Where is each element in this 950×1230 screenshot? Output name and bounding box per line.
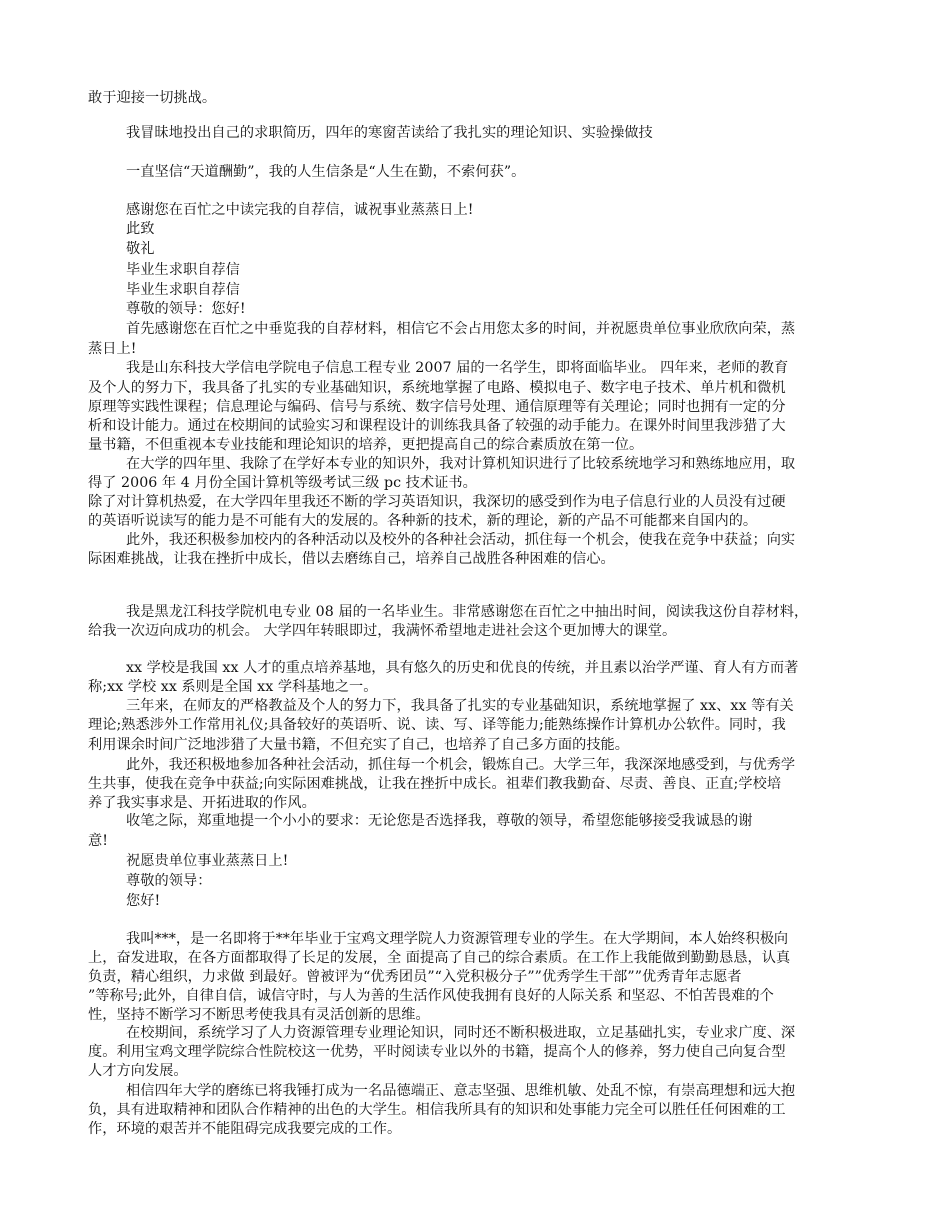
text-line: 养了我实事求是、开拓进取的作风。 bbox=[88, 795, 316, 811]
text-line: 收笔之际，郑重地提一个小小的要求：无论您是否选择我，尊敬的领导，希望您能够接受我诚恳的谢 bbox=[126, 813, 753, 829]
text-line: 我是黑龙江科技学院机电专业 08 届的一名毕业生。非常感谢您在百忙之中抽出时间，阅读我这份自荐材料， bbox=[126, 604, 809, 620]
text-line: ”等称号;此外，自律自信，诚信守时，与人为善的生活作风使我拥有良好的人际关系 和坚忍、不怕苦畏难的个 bbox=[88, 988, 774, 1004]
text-line: 我冒昧地投出自己的求职简历，四年的寒窗苦读给了我扎实的理论知识、实验操做技 bbox=[126, 125, 653, 141]
text-line: 敬礼 bbox=[126, 241, 155, 257]
text-line: 此外，我还积极地参加各种社会活动，抓住每一个机会，锻炼自己。大学三年，我深深地感受到，与优秀学 bbox=[126, 757, 796, 773]
text-line: 称;xx 学校 xx 系则是全国 xx 学科基地之一。 bbox=[88, 679, 378, 695]
text-line: 负，具有进取精神和团队合作精神的出色的大学生。相信我所具有的知识和处事能力完全可以胜任任何困难的工 bbox=[88, 1102, 786, 1118]
text-line: 际困难挑战，让我在挫折中成长，借以去磨练自己，培养自己战胜各种困难的信心。 bbox=[88, 551, 615, 567]
text-line: 在大学的四年里、我除了在学好本专业的知识外，我对计算机知识进行了比较系统地学习和熟练地应用，取 bbox=[126, 456, 796, 472]
text-line: 度。利用宝鸡文理学院综合性院校这一优势，平时阅读专业以外的书籍，提高个人的修养，努力使自己向复合型 bbox=[88, 1044, 786, 1060]
text-line: 尊敬的领导：您好! bbox=[126, 301, 246, 317]
text-line: 的英语听说读写的能力是不可能有大的发展的。各种新的技术，新的理论，新的产品不可能都来自国内的。 bbox=[88, 513, 758, 529]
text-line: 一直坚信“天道酬勤”，我的人生信条是“人生在勤，不索何获”。 bbox=[126, 164, 526, 180]
text-line: 祝愿贵单位事业蒸蒸日上! bbox=[126, 853, 289, 869]
text-line: 首先感谢您在百忙之中垂览我的自荐材料，相信它不会占用您太多的时间，并祝愿贵单位事业欣欣向荣，蒸 bbox=[126, 321, 796, 337]
text-line: 负责，精心组织，力求做 到最好。曾被评为“优秀团员”“入党积极分子””优秀学生干部””优秀青年志愿者 bbox=[88, 969, 742, 985]
text-line: 作，环境的艰苦并不能阻碍完成我要完成的工作。 bbox=[88, 1121, 402, 1137]
text-line: 毕业生求职自荐信 bbox=[126, 282, 240, 298]
text-line: 感谢您在百忙之中读完我的自荐信，诚祝事业蒸蒸日上! bbox=[126, 202, 474, 218]
text-line: 相信四年大学的磨练已将我锤打成为一名品德端正、意志坚强、思维机敏、处乱不惊，有崇高理想和远大抱 bbox=[126, 1083, 796, 1099]
text-line: 理论;熟悉涉外工作常用礼仪;具备较好的英语听、说、读、写、译等能力;能熟练操作计算机办公软件。同时，我 bbox=[88, 717, 786, 733]
text-line: 性，坚持不断学习不断思考使我具有灵活创新的思维。 bbox=[88, 1007, 430, 1023]
text-line: 除了对计算机热爱，在大学四年里我还不断的学习英语知识，我深切的感受到作为电子信息行业的人员没有过硬 bbox=[88, 494, 786, 510]
text-line: 您好! bbox=[126, 893, 161, 909]
text-line: 得了 2006 年 4 月份全国计算机等级考试三级 pc 技术证书。 bbox=[88, 475, 477, 491]
text-line: 在校期间，系统学习了人力资源管理专业理论知识，同时还不断积极进取，立足基础扎实，专业求广度、深 bbox=[126, 1025, 796, 1041]
text-line: 量书籍，不但重视本专业技能和理论知识的培养，更把提高自己的综合素质放在第一位。 bbox=[88, 437, 644, 453]
text-line: 毕业生求职自荐信 bbox=[126, 262, 240, 278]
text-line: 析和设计能力。通过在校期间的试验实习和课程设计的训练我具备了较强的动手能力。在课外时间里我涉猎了大 bbox=[88, 418, 786, 434]
text-line: 尊敬的领导： bbox=[126, 873, 212, 889]
text-line: 意! bbox=[88, 833, 108, 849]
text-line: 人才方向发展。 bbox=[88, 1063, 188, 1079]
text-line: 利用课余时间广泛地涉猎了大量书籍，不但充实了自己，也培养了自己多方面的技能。 bbox=[88, 737, 630, 753]
text-line: 此外，我还积极参加校内的各种活动以及校外的各种社会活动，抓住每一个机会，使我在竞争中获益；向实 bbox=[126, 532, 796, 548]
text-line: 原理等实践性课程；信息理论与编码、信号与系统、数字信号处理、通信原理等有关理论；同时也拥有一定的分 bbox=[88, 399, 786, 415]
text-line: 蒸日上! bbox=[88, 341, 137, 357]
text-line: 敢于迎接一切挑战。 bbox=[88, 90, 217, 106]
text-line: 此致 bbox=[126, 221, 155, 237]
text-line: 及个人的努力下，我具备了扎实的专业基础知识，系统地掌握了电路、模拟电子、数字电子技术、单片机和微机 bbox=[88, 380, 786, 396]
text-line: 三年来，在师友的严格教益及个人的努力下，我具备了扎实的专业基础知识，系统地掌握了 xx、xx 等有关 bbox=[126, 698, 794, 714]
text-line: xx 学校是我国 xx 人才的重点培养基地，具有悠久的历史和优良的传统，并且素以治学严谨、育人有方而著 bbox=[126, 660, 799, 676]
text-line: 给我一次迈向成功的机会。 大学四年转眼即过，我满怀希望地走进社会这个更加博大的课堂。 bbox=[88, 623, 677, 639]
text-line: 生共事，使我在竞争中获益;向实际困难挑战，让我在挫折中成长。祖辈们教我勤奋、尽责、善良、正直;学校培 bbox=[88, 776, 782, 792]
text-line: 我是山东科技大学信电学院电子信息工程专业 2007 届的一名学生，即将面临毕业。 四年来，老师的教育 bbox=[126, 360, 789, 376]
text-line: 我叫***，是一名即将于**年毕业于宝鸡文理学院人力资源管理专业的学生。在大学期间，本人始终积极向 bbox=[126, 931, 789, 947]
text-line: 上，奋发进取，在各方面都取得了长足的发展，全 面提高了自己的综合素质。在工作上我能做到勤勤恳恳，认真 bbox=[88, 950, 791, 966]
